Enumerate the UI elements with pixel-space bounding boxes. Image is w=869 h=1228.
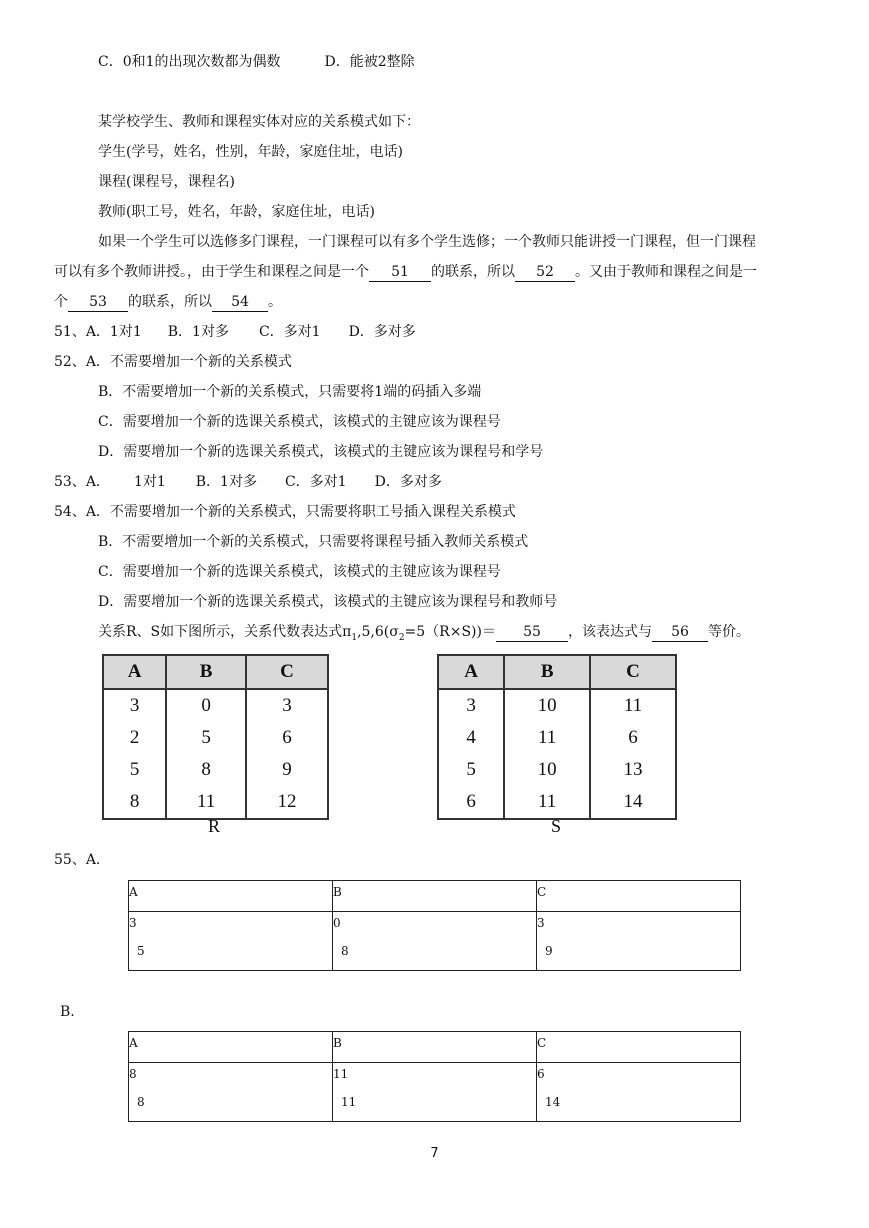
table-header: C: [537, 881, 741, 912]
table-row: 3 10 11: [438, 689, 676, 722]
table-header: B: [333, 881, 537, 912]
table-row: 3 5 0 8 3 9: [129, 912, 741, 971]
relation-s-caption: S: [551, 816, 562, 836]
table-header: A: [103, 655, 166, 689]
table-row: 2 5 6: [103, 722, 328, 754]
intro-text: 某学校学生、教师和课程实体对应的关系模式如下：: [98, 114, 420, 130]
table-header: C: [590, 655, 676, 689]
question-text-2: 可以有多个教师讲授。，由于学生和课程之间是一个 51 的联系，所以 52 。又由于教师和课程之间是一: [54, 264, 757, 280]
table-row: 6 11 14: [438, 786, 676, 819]
table-row: 8 8 11 11 6 14: [129, 1063, 741, 1122]
table-row: 5 8 9: [103, 754, 328, 786]
question-54-c: C．需要增加一个新的选课关系模式，该模式的主键应该为课程号: [98, 564, 501, 580]
expression-text: 关系R、S如下图所示，关系代数表达式$\pi_1,5,6(\sigma_2=5(R\times S))= 55$ ，该表达式与 56 等价。: [98, 624, 750, 643]
option-b-table: [128, 1031, 741, 1122]
relation-r-caption: R: [208, 816, 221, 836]
schema-student: 学生(学号，姓名，性别，年龄，家庭住址，电话): [98, 144, 403, 160]
question-52-b: B．不需要增加一个新的关系模式，只需要将1端的码插入多端: [98, 384, 482, 400]
question-51: 51、A．1对1 B．1对多 C．多对1 D．多对多: [54, 324, 416, 340]
table-row: 3 0 3: [103, 689, 328, 722]
relation-r-table: [102, 654, 329, 820]
question-52-a: 52、A．不需要增加一个新的关系模式: [54, 354, 292, 370]
table-header: B: [504, 655, 590, 689]
question-54-a: 54、A．不需要增加一个新的关系模式，只需要将职工号插入课程关系模式: [54, 504, 516, 520]
relation-s-table: [437, 654, 677, 820]
option-a-table: [128, 880, 741, 971]
table-header: A: [129, 1032, 333, 1063]
option-b-label: B.: [60, 1004, 75, 1020]
option-c-text: C．0和1的出现次数都为偶数 D．能被2整除: [98, 54, 415, 70]
question-52-c: C．需要增加一个新的选课关系模式，该模式的主键应该为课程号: [98, 414, 501, 430]
table-header: A: [438, 655, 504, 689]
table-header: A: [129, 881, 333, 912]
question-53: 53、A． 1对1 B．1对多 C．多对1 D．多对多: [54, 474, 442, 490]
question-52-d: D．需要增加一个新的选课关系模式，该模式的主键应该为课程号和学号: [98, 444, 544, 460]
table-row: 8 11 12: [103, 786, 328, 819]
table-row: 5 10 13: [438, 754, 676, 786]
question-54-b: B．不需要增加一个新的关系模式，只需要将课程号插入教师关系模式: [98, 534, 529, 550]
question-text-1: 如果一个学生可以选修多门课程，一门课程可以有多个学生选修；一个教师只能讲授一门课程，但一门课程: [98, 234, 756, 250]
page-number: 7: [430, 1146, 439, 1161]
table-header: C: [537, 1032, 741, 1063]
table-row: 4 11 6: [438, 722, 676, 754]
table-header: B: [333, 1032, 537, 1063]
schema-course: 课程(课程号，课程名): [98, 174, 235, 190]
table-header: B: [166, 655, 246, 689]
question-54-d: D．需要增加一个新的选课关系模式，该模式的主键应该为课程号和教师号: [98, 594, 558, 610]
table-header: C: [246, 655, 328, 689]
question-55-label: 55、A.: [54, 852, 101, 868]
schema-teacher: 教师(职工号，姓名，年龄，家庭住址，电话): [98, 204, 375, 220]
question-text-3: 个 53 的联系，所以 54 。: [54, 294, 282, 310]
